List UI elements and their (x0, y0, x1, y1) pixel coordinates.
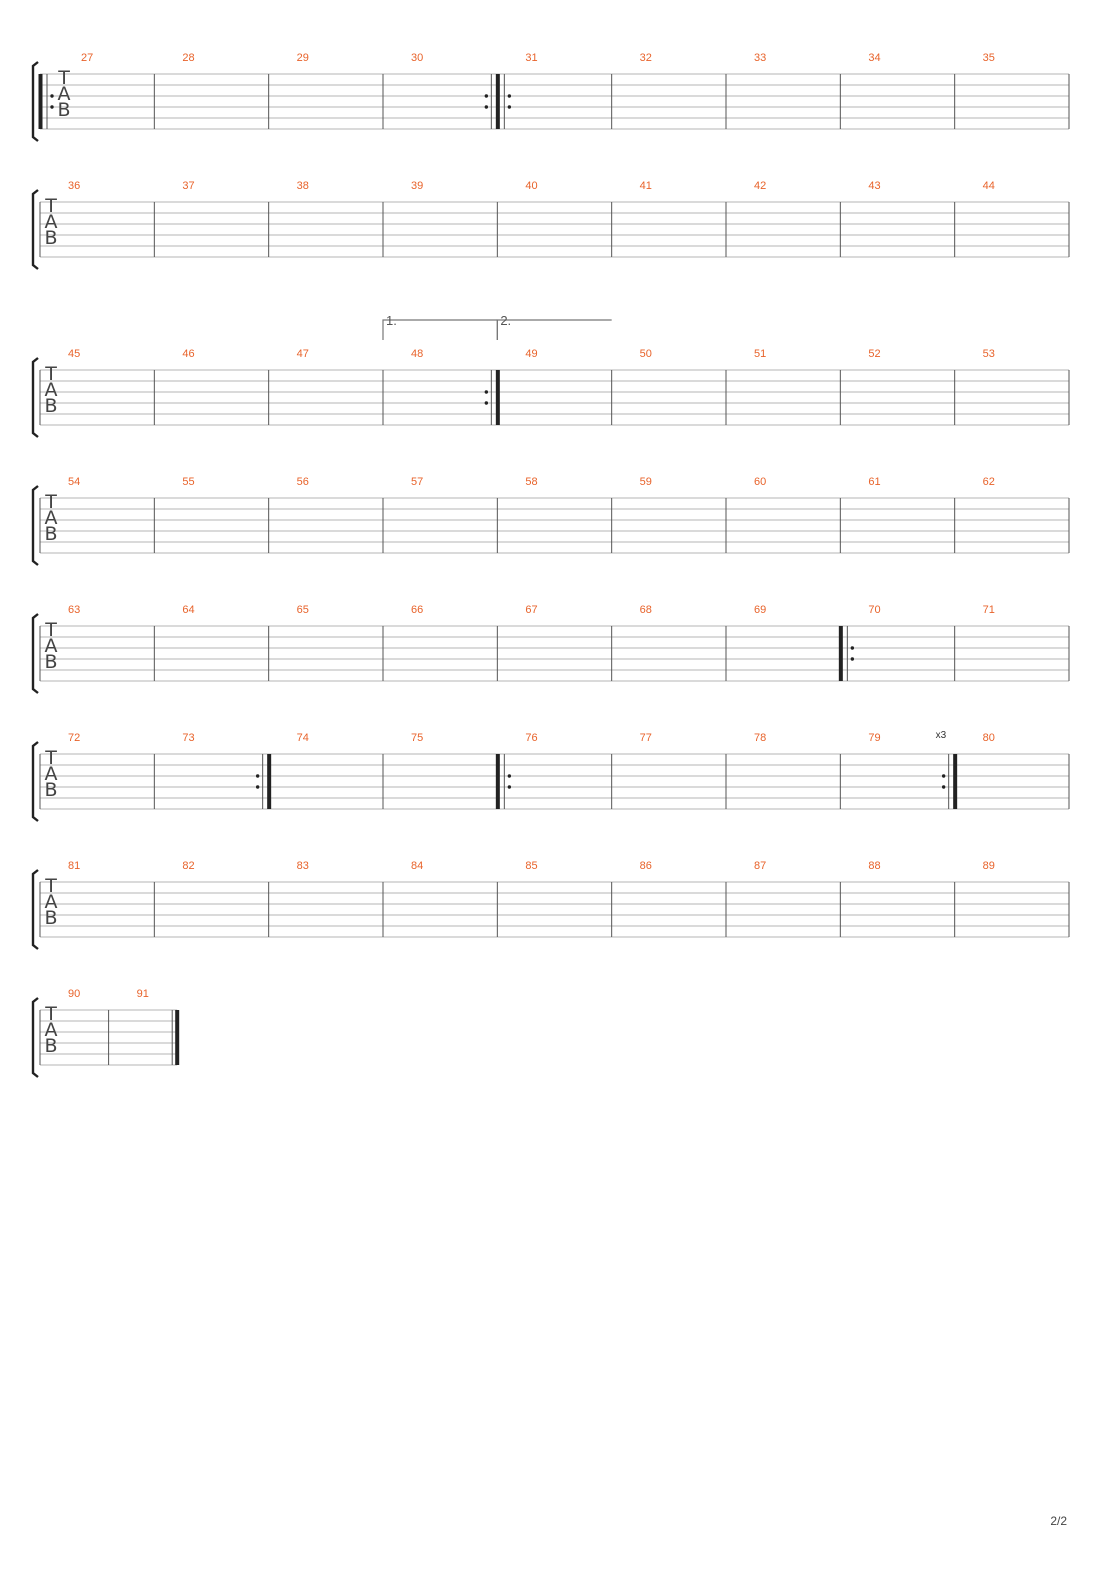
measure-number: 47 (296, 348, 309, 360)
repeat-dot (508, 785, 511, 788)
measure-number: 32 (639, 52, 652, 64)
repeat-dot (942, 785, 945, 788)
system-bracket (33, 742, 38, 821)
measure-number: 40 (525, 180, 538, 192)
system-bracket (33, 870, 38, 949)
measure-number: 50 (639, 348, 652, 360)
system-bracket (33, 614, 38, 693)
measure-number: 79 (868, 732, 881, 744)
staff-system (33, 52, 1069, 141)
repeat-dot (508, 774, 511, 777)
tab-clef-letter: T (45, 195, 57, 217)
volta-label: 1. (386, 313, 397, 328)
repeat-dot (508, 105, 511, 108)
system-bracket (33, 998, 38, 1077)
measure-number: 84 (411, 860, 424, 872)
tab-clef-letter: B (44, 395, 58, 417)
repeat-dot (485, 390, 488, 393)
measure-number: 70 (868, 604, 881, 616)
repeat-dot (256, 785, 259, 788)
measure-number: 60 (754, 476, 767, 488)
tab-clef-letter: T (45, 1003, 57, 1025)
tab-clef-letter: B (44, 651, 58, 673)
tab-clef-letter: B (44, 227, 58, 249)
measure-number: 78 (754, 732, 767, 744)
measure-number: 89 (982, 860, 995, 872)
tab-clef-letter: T (58, 67, 70, 89)
tab-clef-letter: B (44, 779, 58, 801)
measure-number: 39 (411, 180, 424, 192)
tab-clef-letter: B (44, 523, 58, 545)
repeat-dot (485, 94, 488, 97)
system-bracket (33, 62, 38, 141)
measure-number: 85 (525, 860, 538, 872)
measure-number: 83 (296, 860, 309, 872)
measure-number: 88 (868, 860, 881, 872)
measure-number: 86 (639, 860, 652, 872)
repeat-barline (496, 754, 500, 809)
repeat-dot (485, 401, 488, 404)
tab-clef-letter: T (45, 363, 57, 385)
repeat-dot (851, 657, 854, 660)
repeat-barline (39, 74, 43, 129)
repeat-barline (839, 626, 843, 681)
measure-number: 67 (525, 604, 538, 616)
staff-system (33, 860, 1069, 949)
measure-number: 80 (982, 732, 995, 744)
staff-system (33, 988, 179, 1077)
measure-number: 65 (296, 604, 309, 616)
measure-number: 34 (868, 52, 881, 64)
page-number: 2/2 (1050, 1514, 1067, 1528)
measure-number: 46 (182, 348, 195, 360)
tab-clef-letter: B (44, 1035, 58, 1057)
system-bracket (33, 190, 38, 269)
measure-number: 72 (68, 732, 81, 744)
tab-clef-letter: A (44, 891, 58, 913)
volta-bracket (497, 320, 611, 340)
repeat-dot (50, 94, 53, 97)
measure-number: 29 (296, 52, 309, 64)
measure-number: 81 (68, 860, 81, 872)
measure-number: 82 (182, 860, 195, 872)
repeat-count: x3 (935, 730, 947, 741)
measure-number: 48 (411, 348, 424, 360)
measure-number: 44 (982, 180, 995, 192)
tab-clef-letter: B (57, 99, 71, 121)
measure-number: 54 (68, 476, 81, 488)
measure-number: 38 (296, 180, 309, 192)
measure-number: 45 (68, 348, 81, 360)
measure-number: 66 (411, 604, 424, 616)
tab-clef-letter: T (45, 747, 57, 769)
measure-number: 30 (411, 52, 424, 64)
measure-number: 43 (868, 180, 881, 192)
measure-number: 36 (68, 180, 81, 192)
tab-clef-letter: T (45, 491, 57, 513)
repeat-dot (256, 774, 259, 777)
tab-clef-letter: B (44, 907, 58, 929)
staff-system (33, 476, 1069, 565)
measure-number: 41 (639, 180, 652, 192)
measure-number: 27 (81, 52, 94, 64)
repeat-barline (496, 74, 500, 129)
measure-number: 57 (411, 476, 424, 488)
tab-clef-letter: T (45, 619, 57, 641)
measure-number: 31 (525, 52, 538, 64)
measure-number: 56 (296, 476, 309, 488)
staff-system (33, 604, 1069, 693)
tab-clef-letter: T (45, 875, 57, 897)
repeat-dot (50, 105, 53, 108)
system-bracket (33, 486, 38, 565)
measure-number: 52 (868, 348, 881, 360)
staff-system (33, 730, 1069, 821)
measure-number: 53 (982, 348, 995, 360)
measure-number: 90 (68, 988, 81, 1000)
repeat-barline (953, 754, 957, 809)
repeat-dot (508, 94, 511, 97)
tab-clef-letter: A (57, 83, 71, 105)
tab-clef-letter: A (44, 379, 58, 401)
measure-number: 87 (754, 860, 767, 872)
measure-number: 59 (639, 476, 652, 488)
repeat-barline (267, 754, 271, 809)
measure-number: 61 (868, 476, 881, 488)
measure-number: 64 (182, 604, 195, 616)
measure-number: 76 (525, 732, 538, 744)
measure-number: 68 (639, 604, 652, 616)
repeat-dot (942, 774, 945, 777)
measure-number: 77 (639, 732, 652, 744)
measure-number: 42 (754, 180, 767, 192)
tab-clef-letter: A (44, 1019, 58, 1041)
measure-number: 63 (68, 604, 81, 616)
volta-label: 2. (500, 313, 512, 328)
volta-bracket (383, 320, 497, 340)
measure-number: 75 (411, 732, 424, 744)
measure-number: 51 (754, 348, 767, 360)
measure-number: 35 (982, 52, 995, 64)
final-barline (175, 1010, 179, 1065)
staff-system (33, 180, 1069, 269)
measure-number: 55 (182, 476, 195, 488)
measure-number: 71 (982, 604, 995, 616)
measure-number: 58 (525, 476, 538, 488)
tab-clef-letter: A (44, 211, 58, 233)
tab-clef-letter: A (44, 507, 58, 529)
measure-number: 28 (182, 52, 195, 64)
measure-number: 33 (754, 52, 767, 64)
staff-system (33, 313, 1069, 437)
measure-number: 74 (296, 732, 309, 744)
measure-number: 62 (982, 476, 995, 488)
repeat-dot (485, 105, 488, 108)
system-bracket (33, 358, 38, 437)
repeat-dot (851, 646, 854, 649)
tab-clef-letter: A (44, 763, 58, 785)
measure-number: 91 (136, 988, 149, 1000)
tab-clef-letter: A (44, 635, 58, 657)
measure-number: 49 (525, 348, 538, 360)
repeat-barline (496, 370, 500, 425)
measure-number: 73 (182, 732, 195, 744)
measure-number: 69 (754, 604, 767, 616)
measure-number: 37 (182, 180, 195, 192)
